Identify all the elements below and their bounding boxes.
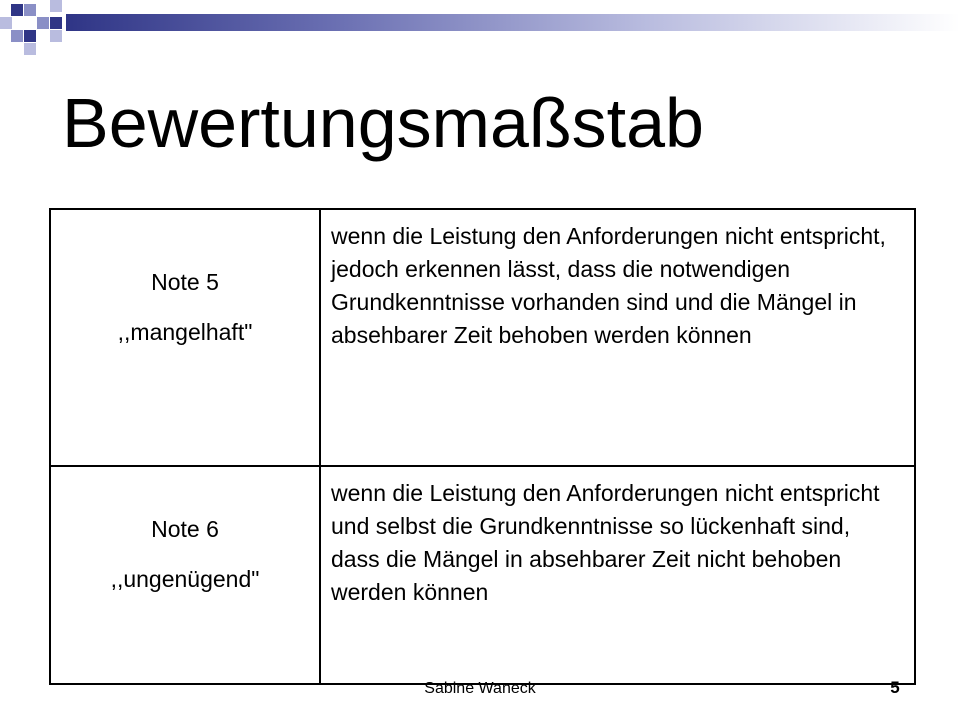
header-gradient-band (66, 14, 960, 31)
deco-square (50, 30, 62, 42)
deco-square (24, 4, 36, 16)
grade-label: ,,mangelhaft" (117, 319, 253, 345)
deco-square (24, 43, 36, 55)
grade-cell (50, 466, 320, 684)
deco-square (50, 17, 62, 29)
grade-label: ,,ungenügend" (110, 566, 260, 592)
grading-table (49, 208, 916, 685)
grade-cell (50, 209, 320, 466)
grade-number: Note 6 (151, 516, 219, 542)
grade-description: wenn die Leistung den Anforderungen nicht entspricht, jedoch erkennen lässt, dass die notwendigen Grundkenntnisse vorhanden sind und die Mängel in absehbarer Zeit behoben werden können (320, 209, 915, 466)
deco-square (24, 30, 36, 42)
deco-square (0, 17, 12, 29)
grade-number: Note 5 (151, 269, 219, 295)
slide-title: Bewertungsmaßstab (62, 84, 704, 162)
footer-author: Sabine Waneck (424, 680, 536, 697)
table-row (50, 466, 915, 684)
deco-square (11, 4, 23, 16)
page-number: 5 (890, 678, 900, 697)
deco-square (50, 0, 62, 12)
table-row (50, 209, 915, 466)
deco-square (37, 17, 49, 29)
deco-square (11, 30, 23, 42)
grade-description: wenn die Leistung den Anforderungen nicht entspricht und selbst die Grundkenntnisse so lückenhaft sind, dass die Mängel in absehbarer Zeit nicht behoben werden können (320, 466, 915, 684)
